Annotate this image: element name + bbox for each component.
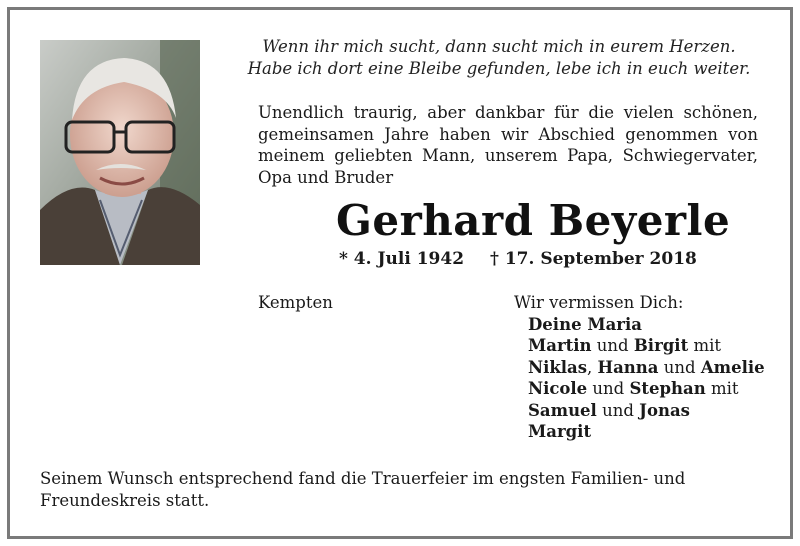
motto-line: Habe ich dort eine Bleibe gefunden, lebe ich in euch weiter. bbox=[247, 59, 751, 78]
intro-line: Unendlich traurig, aber dankbar für die vielen schönen, bbox=[258, 103, 758, 122]
motto bbox=[240, 36, 758, 80]
mourner-name: Nicole bbox=[528, 379, 588, 398]
mourners-list bbox=[514, 292, 765, 443]
mourners-lead: Wir vermissen Dich: bbox=[514, 293, 684, 312]
mourner-name: Deine Maria bbox=[528, 314, 642, 334]
footer-note bbox=[40, 468, 740, 512]
mourner-name: Birgit bbox=[633, 336, 689, 355]
mourner-name: Niklas bbox=[528, 357, 588, 377]
connector: und bbox=[658, 357, 701, 377]
connector: , bbox=[587, 357, 598, 377]
intro-line: gemeinsamen Jahre haben wir Abschied genommen von bbox=[258, 124, 758, 144]
motto-line: Wenn ihr mich sucht, dann sucht mich in eurem Herzen. bbox=[262, 37, 736, 56]
death-date: † 17. September 2018 bbox=[490, 249, 697, 269]
place: Kempten bbox=[258, 293, 333, 312]
mourner-name: Amelie bbox=[700, 357, 765, 377]
portrait-photo bbox=[40, 40, 200, 265]
footer-line: Seinem Wunsch entsprechend fand die Trauerfeier im engsten Familien- und bbox=[40, 469, 686, 488]
life-dates bbox=[339, 247, 697, 271]
mourner-line bbox=[528, 400, 765, 422]
mourner-name: Samuel bbox=[528, 400, 597, 420]
mourner-name: Jonas bbox=[639, 400, 690, 420]
footer-line: Freundeskreis statt. bbox=[40, 491, 210, 510]
mourner-name: Stephan bbox=[629, 379, 706, 398]
connector: mit bbox=[688, 336, 722, 355]
intro-line: meinem geliebten Mann, unserem Papa, Schwiegervater, bbox=[258, 146, 758, 165]
connector: und bbox=[591, 336, 634, 355]
deceased-name: Gerhard Beyerle bbox=[336, 196, 731, 245]
mourner-line bbox=[528, 314, 765, 336]
mourner-name: Margit bbox=[528, 422, 592, 441]
intro-text bbox=[258, 102, 758, 188]
connector: mit bbox=[705, 379, 739, 398]
mourner-line bbox=[528, 378, 765, 400]
mourner-name: Hanna bbox=[597, 357, 659, 377]
intro-line: Opa und Bruder bbox=[258, 167, 394, 187]
connector: und bbox=[587, 379, 630, 398]
birth-date: * 4. Juli 1942 bbox=[339, 249, 465, 269]
mourner-line bbox=[528, 335, 765, 357]
mourner-line bbox=[528, 357, 765, 379]
mourner-line bbox=[528, 421, 765, 443]
connector: und bbox=[596, 400, 640, 420]
mourner-name: Martin bbox=[528, 336, 592, 355]
